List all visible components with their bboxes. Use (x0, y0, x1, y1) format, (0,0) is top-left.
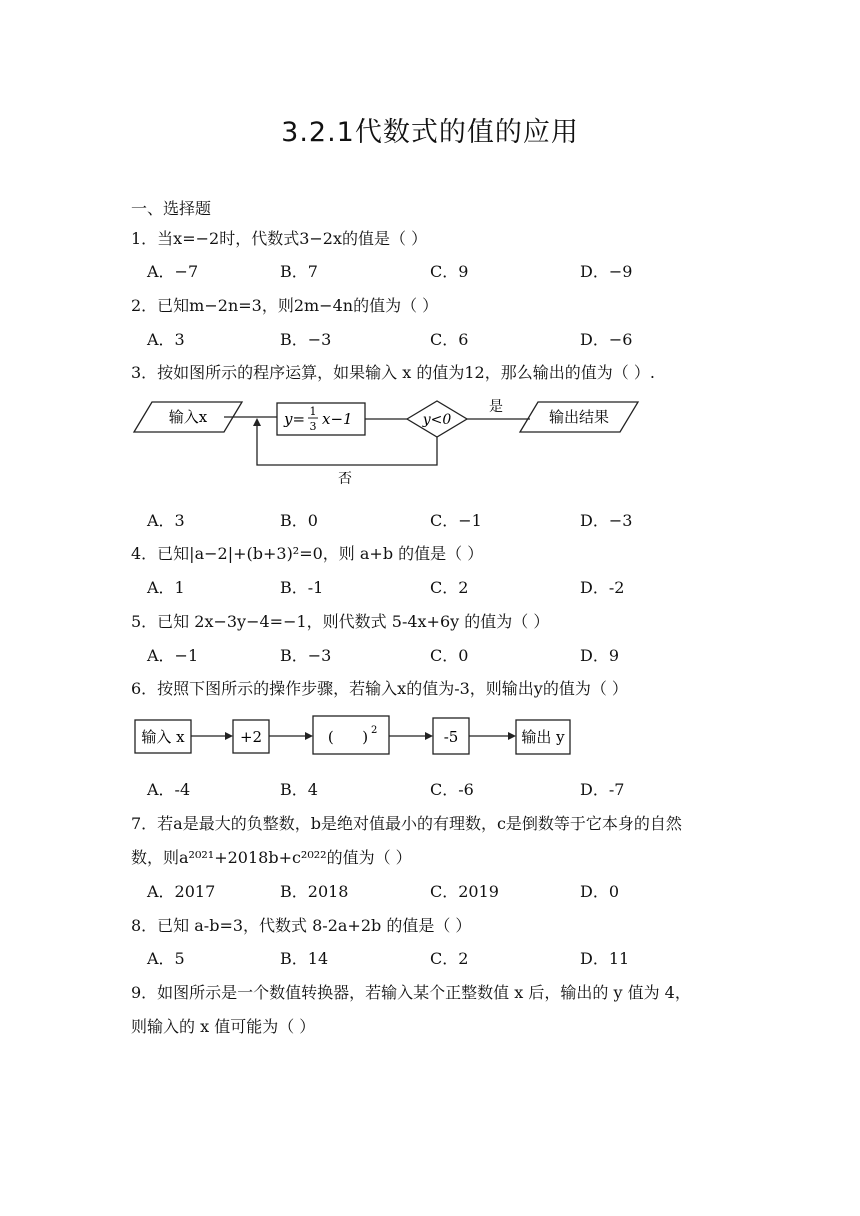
option-c: C．2 (430, 949, 469, 968)
flow2-step3-label: -5 (443, 728, 459, 746)
flowchart-2 (130, 712, 590, 762)
option-b: B．0 (280, 511, 318, 530)
question-3-stem: 3．按如图所示的程序运算，如果输入 x 的值为12，那么输出的值为（ ）. (131, 363, 655, 382)
option-c: C．0 (430, 646, 469, 665)
option-a: A．5 (147, 949, 185, 968)
flow2-step2-label: ( ) (327, 728, 369, 746)
flow1-frac-num: 1 (309, 405, 317, 418)
flow2-input-label: 输入 x (141, 728, 185, 746)
question-5-stem: 5．已知 2x−3y−4=−1，则代数式 5-4x+6y 的值为（ ） (131, 612, 550, 631)
option-d: D．0 (580, 882, 620, 901)
option-d: D．−9 (580, 262, 633, 281)
option-a: A．-4 (147, 780, 191, 799)
question-7-options (147, 879, 747, 901)
option-a: A．−7 (147, 262, 199, 281)
flow2-step1-label: +2 (239, 728, 263, 746)
option-b: B．7 (280, 262, 318, 281)
page-title: 3.2.1代数式的值的应用 (281, 117, 579, 148)
option-a: A．1 (147, 578, 185, 597)
question-7-stem: 7．若a是最大的负整数，b是绝对值最小的有理数，c是倒数等于它本身的自然 (131, 814, 682, 833)
option-b: B．-1 (280, 578, 324, 597)
question-6-stem: 6．按照下图所示的操作步骤，若输入x的值为-3，则输出y的值为（ ） (131, 679, 628, 698)
flow1-yes-label: 是 (489, 399, 503, 415)
flow2-output-label: 输出 y (521, 728, 565, 746)
flow1-frac-den: 3 (309, 420, 317, 433)
question-3-options (147, 508, 747, 530)
flow1-condition-label: y<0 (422, 412, 452, 428)
question-4-options (147, 575, 747, 597)
option-b: B．−3 (280, 646, 332, 665)
option-c: C．9 (430, 262, 469, 281)
option-a: A．−1 (147, 646, 199, 665)
question-9-stem: 9．如图所示是一个数值转换器，若输入某个正整数值 x 后，输出的 y 值为 4， (131, 983, 691, 1002)
option-c: C．6 (430, 330, 469, 349)
section-heading: 一、选择题 (131, 199, 212, 218)
question-9-stem-continued: 则输入的 x 值可能为（ ） (131, 1017, 316, 1036)
option-c: C．2019 (430, 882, 499, 901)
option-b: B．−3 (280, 330, 332, 349)
option-a: A．3 (147, 330, 185, 349)
flow2-step2-exponent: 2 (371, 725, 378, 736)
question-5-options (147, 643, 747, 665)
option-b: B．4 (280, 780, 318, 799)
option-c: C．-6 (430, 780, 474, 799)
question-1-options (147, 259, 747, 281)
question-1-stem: 1．当x=−2时，代数式3−2x的值是（ ） (131, 229, 428, 248)
option-d: D．9 (580, 646, 620, 665)
question-8-stem: 8．已知 a-b=3，代数式 8-2a+2b 的值是（ ） (131, 916, 472, 935)
flow1-input-label: 输入x (168, 408, 208, 426)
flow1-formula-y: y= (284, 410, 306, 428)
question-2-stem: 2．已知m−2n=3，则2m−4n的值为（ ） (131, 296, 439, 315)
option-d: D．-7 (580, 780, 625, 799)
option-d: D．11 (580, 949, 630, 968)
question-4-stem: 4．已知|a−2|+(b+3)²=0，则 a+b 的值是（ ） (131, 544, 484, 563)
question-7-stem-continued: 数，则a²⁰²¹+2018b+c²⁰²²的值为（ ） (131, 848, 412, 867)
option-d: D．−6 (580, 330, 633, 349)
option-c: C．2 (430, 578, 469, 597)
option-b: B．14 (280, 949, 329, 968)
question-2-options (147, 327, 747, 349)
option-a: A．2017 (147, 882, 216, 901)
option-b: B．2018 (280, 882, 349, 901)
flowchart-1 (130, 390, 650, 490)
flow1-output-label: 输出结果 (548, 408, 610, 426)
option-d: D．−3 (580, 511, 633, 530)
option-d: D．-2 (580, 578, 625, 597)
question-6-options (147, 777, 747, 799)
flow1-formula-rest: x−1 (322, 410, 353, 428)
question-8-options (147, 946, 747, 968)
option-a: A．3 (147, 511, 185, 530)
flow1-no-label: 否 (338, 471, 352, 487)
option-c: C．−1 (430, 511, 482, 530)
